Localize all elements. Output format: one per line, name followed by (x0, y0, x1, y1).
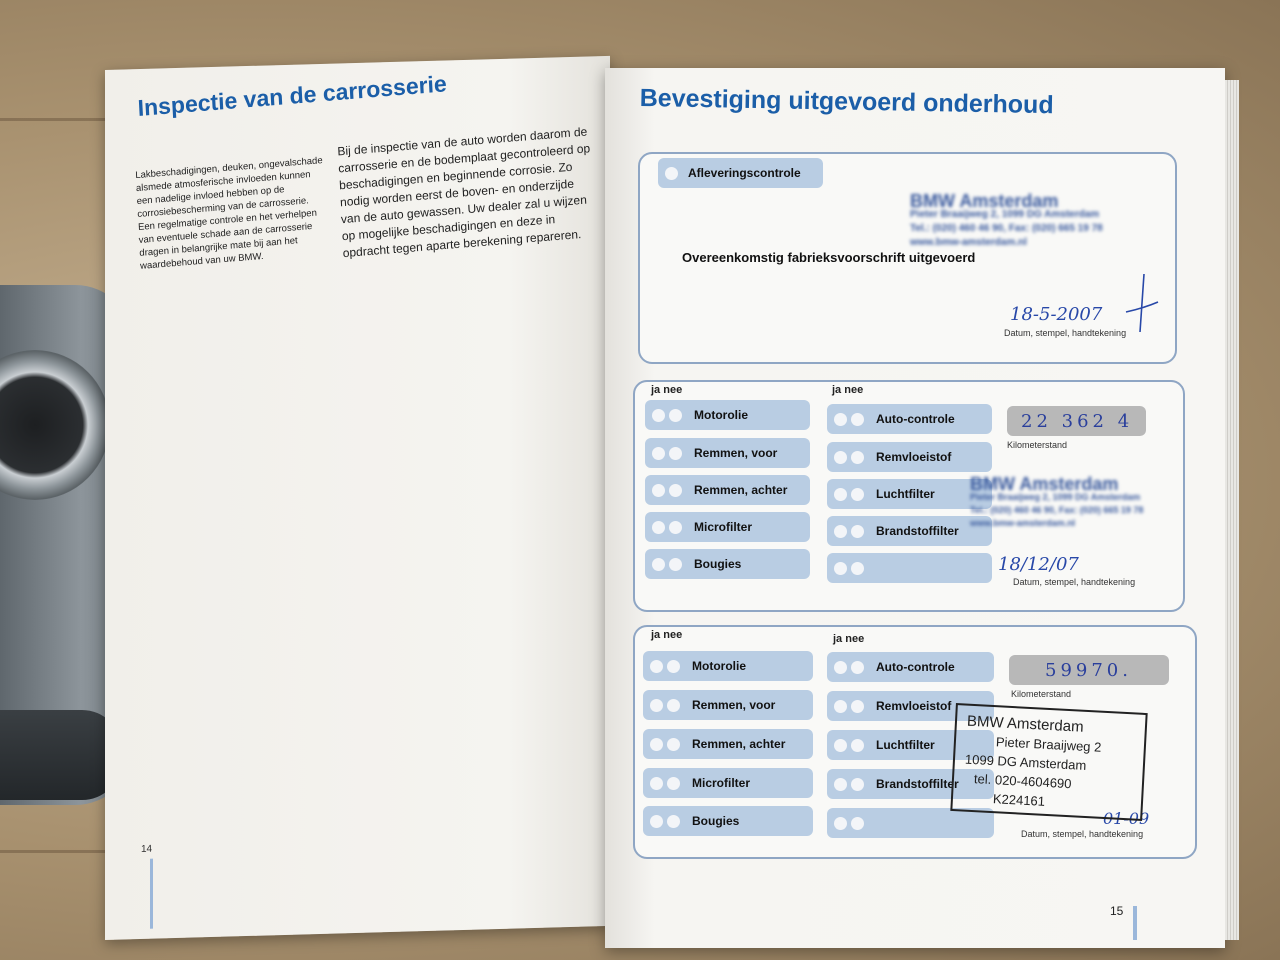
km-label: Kilometerstand (1011, 689, 1072, 699)
right-page-title: Bevestiging uitgevoerd onderhoud (639, 84, 1054, 120)
checkbox-ja (652, 558, 665, 571)
checkbox-nee (851, 778, 864, 791)
left-page (105, 56, 610, 940)
left-page-title: Inspectie van de carrosserie (137, 70, 448, 122)
service-item-remmen-achter (645, 475, 810, 505)
item-label: Luchtfilter (876, 487, 935, 501)
stamp-line: Pieter Braaijweg 2, 1099 DG Amsterdam (910, 209, 1100, 220)
item-label: Brandstoffilter (876, 777, 959, 791)
checkbox-ja (650, 738, 663, 751)
handwritten-date: 01-09 (1103, 809, 1150, 828)
item-label: Remvloeistof (876, 450, 952, 464)
checkbox-ja (834, 451, 847, 464)
item-label: Motorolie (692, 659, 746, 673)
checkbox-ja (834, 778, 847, 791)
checkbox-nee (669, 409, 682, 422)
right-page-marker (1133, 906, 1137, 940)
checkbox-ja (652, 409, 665, 422)
checkbox-nee (669, 484, 682, 497)
item-label: Microfilter (694, 520, 753, 534)
item-label: Remmen, voor (692, 698, 776, 712)
checkbox-ja (834, 739, 847, 752)
checkbox-ja (652, 484, 665, 497)
checkbox-ja (652, 521, 665, 534)
service-item-motorolie (645, 400, 810, 430)
item-label: Luchtfilter (876, 738, 935, 752)
stamp-line: BMW Amsterdam (966, 712, 1084, 736)
ja-nee-header-right: ja nee (833, 633, 865, 645)
checkbox-ja (650, 699, 663, 712)
dealer-stamp (970, 474, 1144, 530)
checkbox-nee (851, 562, 864, 575)
left-page-number: 14 (141, 843, 153, 855)
stamp-line: www.bmw-amsterdam.nl (910, 237, 1027, 248)
service-item-remvloeistof (827, 442, 992, 472)
checkbox-nee (667, 660, 680, 673)
service-item-remmen-voor (645, 438, 810, 468)
checkbox-ja (652, 447, 665, 460)
item-label: Bougies (694, 557, 742, 571)
km-field: 22 362 4 (1007, 406, 1146, 436)
left-page-text-col1: Lakbeschadigingen, deuken, ongevalschade alsmede atmosferische invloeden kunnen een nadelige invloed hebben op de corrosiebescherming van de carrosserie. Een regelmatige controle en het verhelpen van eventuele schade aan de carrosserie dragen in belangrijke mate bij aan het waardebehoud van uw BMW. (135, 155, 323, 272)
service-item-auto-controle (827, 652, 994, 682)
item-label: Remmen, achter (694, 483, 788, 497)
stamp-line: K224161 (992, 791, 1046, 809)
seat-seam-top (0, 118, 110, 121)
dealer-stamp (910, 191, 1103, 250)
checkbox-ja (834, 525, 847, 538)
checkbox-ja (650, 815, 663, 828)
checkbox-nee (667, 815, 680, 828)
service-item-bougies (645, 549, 810, 579)
left-page-text-col2: Bij de inspectie van de auto worden daarom de carrosserie en de bodemplaat gecontroleerd op beschadigingen en beginnende corrosie. Zo nodig worden eerst de boven- en onderzijde van de auto gewassen. Uw dealer zal u wijzen op mogelijke beschadigingen en deze in opdracht tegen aparte berekening repareren. (337, 124, 591, 261)
ja-nee-header-right: ja nee (832, 384, 864, 396)
checkbox-nee (669, 521, 682, 534)
sign-label: Datum, stempel, handtekening (1021, 829, 1144, 839)
right-page-number: 15 (1110, 904, 1124, 918)
stamp-line: tel. 020-4604690 (973, 771, 1072, 792)
checkbox-ja (834, 488, 847, 501)
service-item-auto-controle (827, 404, 992, 434)
item-label: Brandstoffilter (876, 524, 959, 538)
service-item-remmen-voor (643, 690, 813, 720)
ja-nee-header-left: ja nee (651, 384, 683, 396)
item-label: Auto-controle (876, 412, 955, 426)
service-item-microfilter (645, 512, 810, 542)
checkbox-nee (667, 738, 680, 751)
stamp-line: www.bmw-amsterdam.nl (970, 518, 1076, 528)
checkbox-nee (667, 777, 680, 790)
stamp-line: Pieter Braaijweg 2, 1099 DG Amsterdam (970, 492, 1141, 502)
service-item-bougies (643, 806, 813, 836)
console-armrest (0, 710, 122, 800)
signature-icon (1122, 272, 1162, 342)
item-label: Microfilter (692, 776, 751, 790)
dealer-stamp-box (950, 703, 1147, 821)
checkbox-nee (669, 558, 682, 571)
right-page (605, 68, 1225, 948)
service-item-motorolie (643, 651, 813, 681)
stamp-line: Tel.: (020) 460 46 90, Fax: (020) 665 19 78 (970, 505, 1144, 515)
ja-nee-header-left: ja nee (651, 629, 683, 641)
item-label: Bougies (692, 814, 740, 828)
service-item-brandstoffilter (827, 516, 992, 546)
handwritten-date: 18-5-2007 (1010, 304, 1103, 325)
checkbox-nee (851, 739, 864, 752)
item-label: Remmen, voor (694, 446, 778, 460)
checkbox-nee (851, 451, 864, 464)
service-item-luchtfilter (827, 479, 992, 509)
checkbox-nee (851, 700, 864, 713)
sign-label: Datum, stempel, handtekening (1004, 328, 1127, 338)
pill-label: Afleveringscontrole (688, 166, 801, 180)
checkbox-nee (851, 413, 864, 426)
checkbox-ja (834, 661, 847, 674)
delivery-check-box (638, 152, 1177, 364)
stamp-line: 1099 DG Amsterdam (964, 751, 1087, 773)
service-item-remmen-achter (643, 729, 813, 759)
stamp-line: BMW Amsterdam (910, 191, 1059, 211)
left-page-marker (150, 859, 153, 929)
handwritten-date: 18/12/07 (998, 554, 1079, 575)
stamp-line: Pieter Braaijweg 2 (995, 734, 1102, 755)
checkbox-nee (851, 817, 864, 830)
checkbox-ja (834, 413, 847, 426)
item-label: Remmen, achter (692, 737, 786, 751)
checkbox-icon (665, 167, 678, 180)
checkbox-nee (667, 699, 680, 712)
seat-seam-bottom (0, 850, 110, 853)
checkbox-nee (851, 488, 864, 501)
km-label: Kilometerstand (1007, 440, 1068, 450)
stamp-line: Tel.: (020) 460 46 90, Fax: (020) 665 19 78 (910, 223, 1103, 234)
item-label: Auto-controle (876, 660, 955, 674)
service-item-empty (827, 808, 994, 838)
checkbox-nee (669, 447, 682, 460)
page-stack-edge (1225, 80, 1239, 940)
service-box-1 (633, 380, 1185, 612)
checkbox-nee (851, 661, 864, 674)
stamp-line: BMW Amsterdam (970, 474, 1119, 494)
statement-text: Overeenkomstig fabrieksvoorschrift uitgevoerd (682, 250, 976, 265)
checkbox-ja (650, 660, 663, 673)
checkbox-ja (834, 700, 847, 713)
checkbox-ja (834, 817, 847, 830)
checkbox-nee (851, 525, 864, 538)
service-item-empty (827, 553, 992, 583)
sign-label: Datum, stempel, handtekening (1013, 577, 1136, 587)
service-item-microfilter (643, 768, 813, 798)
checkbox-ja (650, 777, 663, 790)
checkbox-ja (834, 562, 847, 575)
km-field: 59970. (1009, 655, 1169, 685)
item-label: Remvloeistof (876, 699, 952, 713)
delivery-check-pill (658, 158, 823, 188)
item-label: Motorolie (694, 408, 748, 422)
